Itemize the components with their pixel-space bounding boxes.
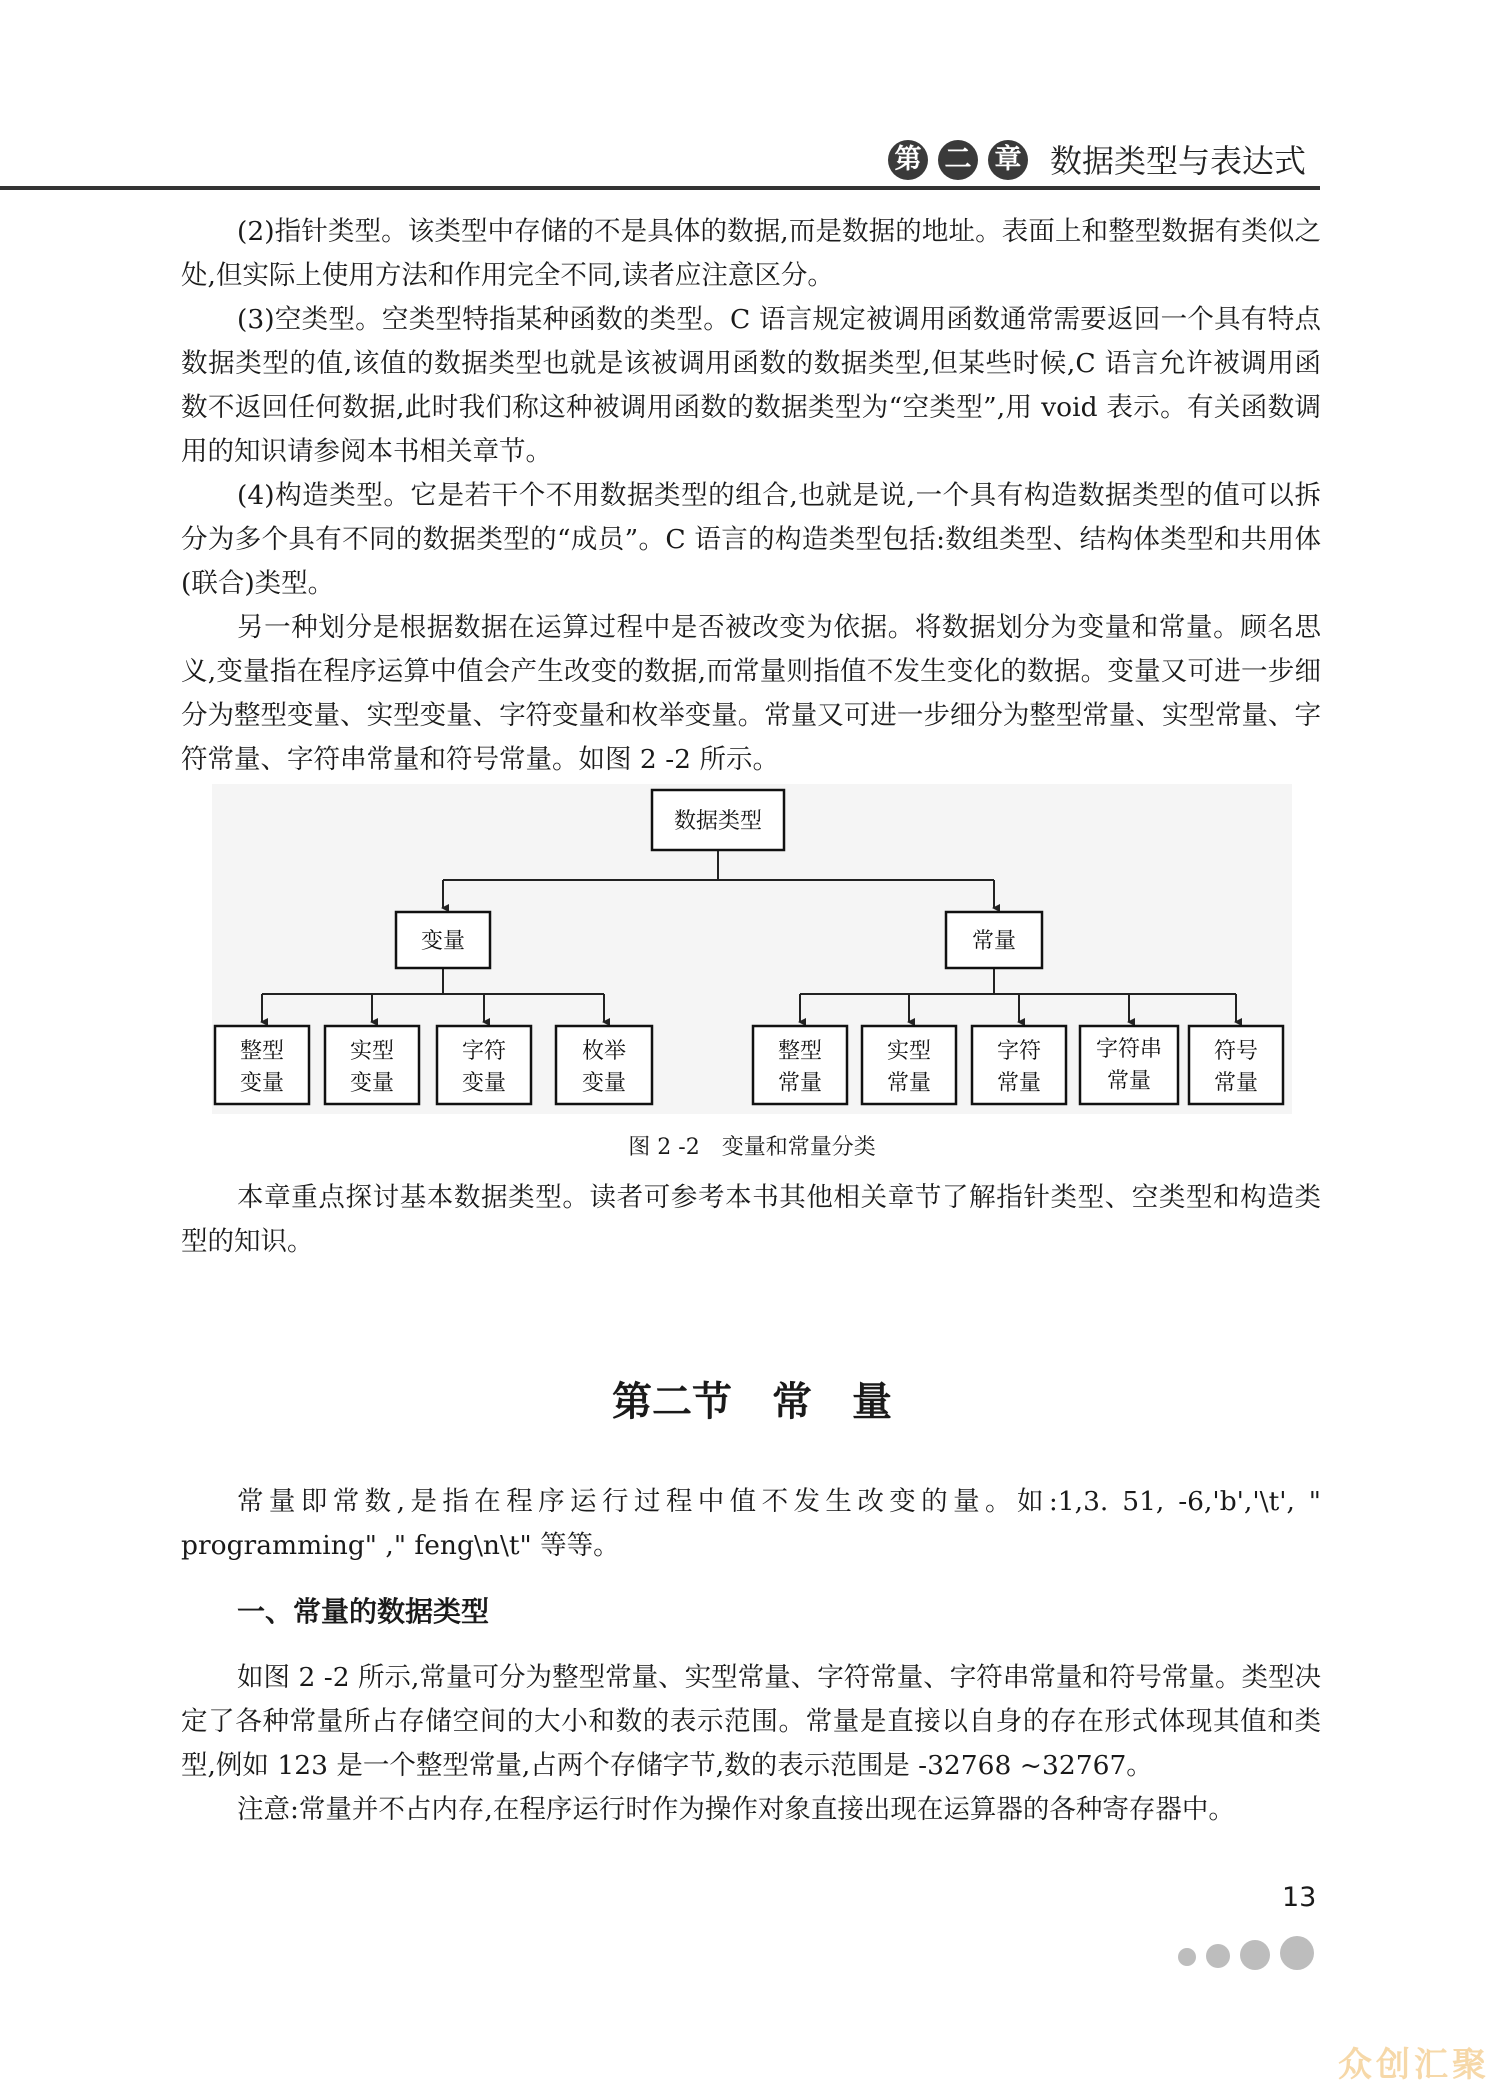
- paragraph-pointer-type: (2)指针类型。该类型中存储的不是具体的数据,而是数据的地址。表面上和整型数据有类似之处,但实际上使用方法和作用完全不同,读者应注意区分。: [181, 216, 1321, 291]
- paragraph-struct-type: (4)构造类型。它是若干个不用数据类型的组合,也就是说,一个具有构造数据类型的值可以拆分为多个具有不同的数据类型的“成员”。C 语言的构造类型包括:数组类型、结构体类型和共用体(联合)类型。: [181, 480, 1321, 599]
- leaf-label-top: 字符串: [1095, 1037, 1163, 1062]
- ornament-dot: [1280, 1936, 1314, 1970]
- paragraph-void-type: (3)空类型。空类型特指某种函数的类型。C 语言规定被调用函数通常需要返回一个具有特点数据类型的值,该值的数据类型也就是该被调用函数的数据类型,但某些时候,C 语言允许被调用函数不返回任何数据,此时我们称这种被调用函数的数据类型为“空类型”,用 void 表示。有关函数调用的知识请参阅本书相关章节。: [181, 304, 1321, 467]
- page-number: 13: [1282, 1882, 1317, 1913]
- leaf-label-bottom: 常量: [996, 1071, 1042, 1096]
- leaf-label-top: 整型: [777, 1039, 823, 1064]
- chapter-mark-1: 第: [888, 140, 928, 180]
- paragraph-constant-definition: 常量即常数,是指在程序运行过程中值不发生改变的量。如:1,3. 51, -6,'b','\t', " programming" ," feng\n\t" 等等。: [181, 1486, 1321, 1561]
- leaf-label-bottom: 常量: [886, 1071, 932, 1096]
- leaf-label-top: 实型: [886, 1039, 932, 1064]
- page-ornament-dots: [1178, 1932, 1328, 1972]
- chapter-mark-3: 章: [988, 140, 1028, 180]
- node-data-type-label: 数据类型: [673, 809, 763, 834]
- chapter-mark-2: 二: [938, 140, 978, 180]
- watermark: 众创汇聚: [1338, 2045, 1490, 2085]
- ornament-dot: [1178, 1948, 1196, 1966]
- header-rule: [0, 186, 1320, 190]
- node-constant-label: 常量: [971, 929, 1017, 954]
- leaf-label-top: 符号: [1213, 1039, 1259, 1064]
- figure-caption: 图 2 -2 变量和常量分类: [628, 1135, 876, 1160]
- chapter-title: 数据类型与表达式: [1050, 142, 1307, 180]
- leaf-label-bottom: 常量: [1106, 1069, 1152, 1094]
- leaf-label-bottom: 变量: [581, 1071, 627, 1096]
- section-title: 第二节 常 量: [612, 1379, 892, 1425]
- ornament-dot: [1206, 1944, 1230, 1968]
- leaf-label-top: 实型: [349, 1039, 395, 1064]
- leaf-label-bottom: 变量: [239, 1071, 285, 1096]
- ornament-dot: [1240, 1940, 1270, 1970]
- leaf-label-bottom: 常量: [1213, 1071, 1259, 1096]
- leaf-label-top: 字符: [461, 1039, 507, 1064]
- subheading-constant-types: 一、常量的数据类型: [237, 1595, 490, 1628]
- paragraph-constant-categories: 如图 2 -2 所示,常量可分为整型常量、实型常量、字符常量、字符串常量和符号常量。类型决定了各种常量所占存储空间的大小和数的表示范围。常量是直接以自身的存在形式体现其值和类型,例如 123 是一个整型常量,占两个存储字节,数的表示范围是 -32768 ~32767。: [181, 1662, 1321, 1781]
- paragraph-chapter-focus: 本章重点探讨基本数据类型。读者可参考本书其他相关章节了解指针类型、空类型和构造类型的知识。: [181, 1182, 1321, 1257]
- leaf-label-bottom: 变量: [349, 1071, 395, 1096]
- leaf-label-bottom: 常量: [777, 1071, 823, 1096]
- running-header: [888, 132, 1320, 188]
- classification-diagram: [212, 784, 1292, 1114]
- paragraph-constant-note: 注意:常量并不占内存,在程序运行时作为操作对象直接出现在运算器的各种寄存器中。: [237, 1794, 1235, 1825]
- leaf-label-bottom: 变量: [461, 1071, 507, 1096]
- node-variable-label: 变量: [420, 929, 466, 954]
- leaf-label-top: 整型: [239, 1039, 285, 1064]
- paragraph-var-const: 另一种划分是根据数据在运算过程中是否被改变为依据。将数据划分为变量和常量。顾名思义,变量指在程序运算中值会产生改变的数据,而常量则指值不发生变化的数据。变量又可进一步细分为整型变量、实型变量、字符变量和枚举变量。常量又可进一步细分为整型常量、实型常量、字符常量、字符串常量和符号常量。如图 2 -2 所示。: [181, 612, 1321, 775]
- leaf-label-top: 字符: [996, 1039, 1042, 1064]
- leaf-label-top: 枚举: [581, 1039, 627, 1064]
